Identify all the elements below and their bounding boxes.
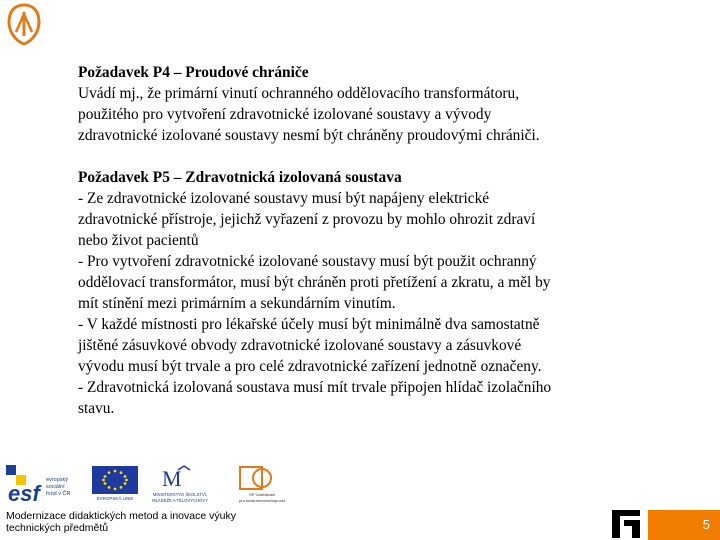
text-line: nebo život pacientů — [78, 232, 199, 249]
section-heading: Požadavek P5 – Zdravotnická izolovaná soustava — [78, 169, 402, 186]
faculty-logo-icon — [612, 510, 640, 538]
svg-text:pro konkurenceschopnost: pro konkurenceschopnost — [239, 498, 285, 503]
section-p5 — [78, 167, 658, 419]
text-line: zdravotnické izolované soustavy nesmí být chráněny proudovými chrániči. — [78, 127, 540, 144]
text-line: Uvádí mj., že primární vinutí ochranného oddělovacího transformátoru, — [78, 85, 520, 102]
text-line: oddělovací transformátor, musí být chráněn proti přetížení a zkratu, a měl by — [78, 274, 551, 291]
eu-flag-logo — [92, 466, 138, 502]
svg-text:evropský: evropský — [46, 477, 69, 483]
text-line: vývodu musí být trvale a pro celé zdravotnické zařízení jednotně označeny. — [78, 358, 542, 375]
svg-text:MINISTERSTVO ŠKOLSTVÍ,: MINISTERSTVO ŠKOLSTVÍ, — [152, 492, 208, 497]
slide-content — [78, 62, 658, 419]
op-vk-logo — [232, 465, 292, 505]
text-line: mít stínění mezi primárním a sekundárním vinutím. — [78, 295, 396, 312]
text-line: použitého pro vytvoření zdravotnické izolované soustavy a vývody — [78, 106, 492, 123]
text-line: - Ze zdravotnické izolované soustavy musí být napájeny elektrické — [78, 190, 490, 207]
svg-text:MLÁDEŽE A TĚLOVÝCHOVY: MLÁDEŽE A TĚLOVÝCHOVY — [152, 498, 208, 503]
text-line: - Pro vytvoření zdravotnické izolované soustavy musí být použit ochranný — [78, 253, 537, 270]
school-emblem-icon — [4, 2, 44, 46]
page-number-badge — [648, 510, 720, 540]
svg-text:esf: esf — [8, 481, 40, 505]
text-line: zdravotnické přístroje, jejichž vyřazení z provozu by mohlo ohrozit zdraví — [78, 211, 536, 228]
text-line: jištěné zásuvkové obvody zdravotnické izolované soustavy a zásuvkové — [78, 337, 522, 354]
page-number: 5 — [702, 517, 710, 532]
msmt-logo — [140, 464, 220, 504]
svg-text:EVROPSKÁ UNIE: EVROPSKÁ UNIE — [96, 496, 134, 501]
section-heading: Požadavek P4 – Proudové chrániče — [78, 64, 309, 81]
svg-text:fond v ČR: fond v ČR — [46, 491, 71, 497]
esf-logo — [6, 465, 80, 505]
text-line: - Zdravotnická izolovaná soustava musí mít trvale připojen hlídač izolačního — [78, 379, 552, 396]
svg-text:OP Vzdělávání: OP Vzdělávání — [248, 492, 276, 497]
section-p4 — [78, 62, 658, 146]
svg-text:M: M — [162, 466, 182, 491]
footer-line-1: Modernizace didaktických metod a inovace výuky — [6, 510, 236, 522]
text-line: stavu. — [78, 400, 115, 417]
footer-line-2: technických předmětů — [6, 522, 109, 534]
text-line: - V každé místnosti pro lékařské účely musí být minimálně dva samostatně — [78, 316, 540, 333]
footer-project-name — [6, 510, 266, 534]
svg-text:sociální: sociální — [46, 484, 65, 490]
